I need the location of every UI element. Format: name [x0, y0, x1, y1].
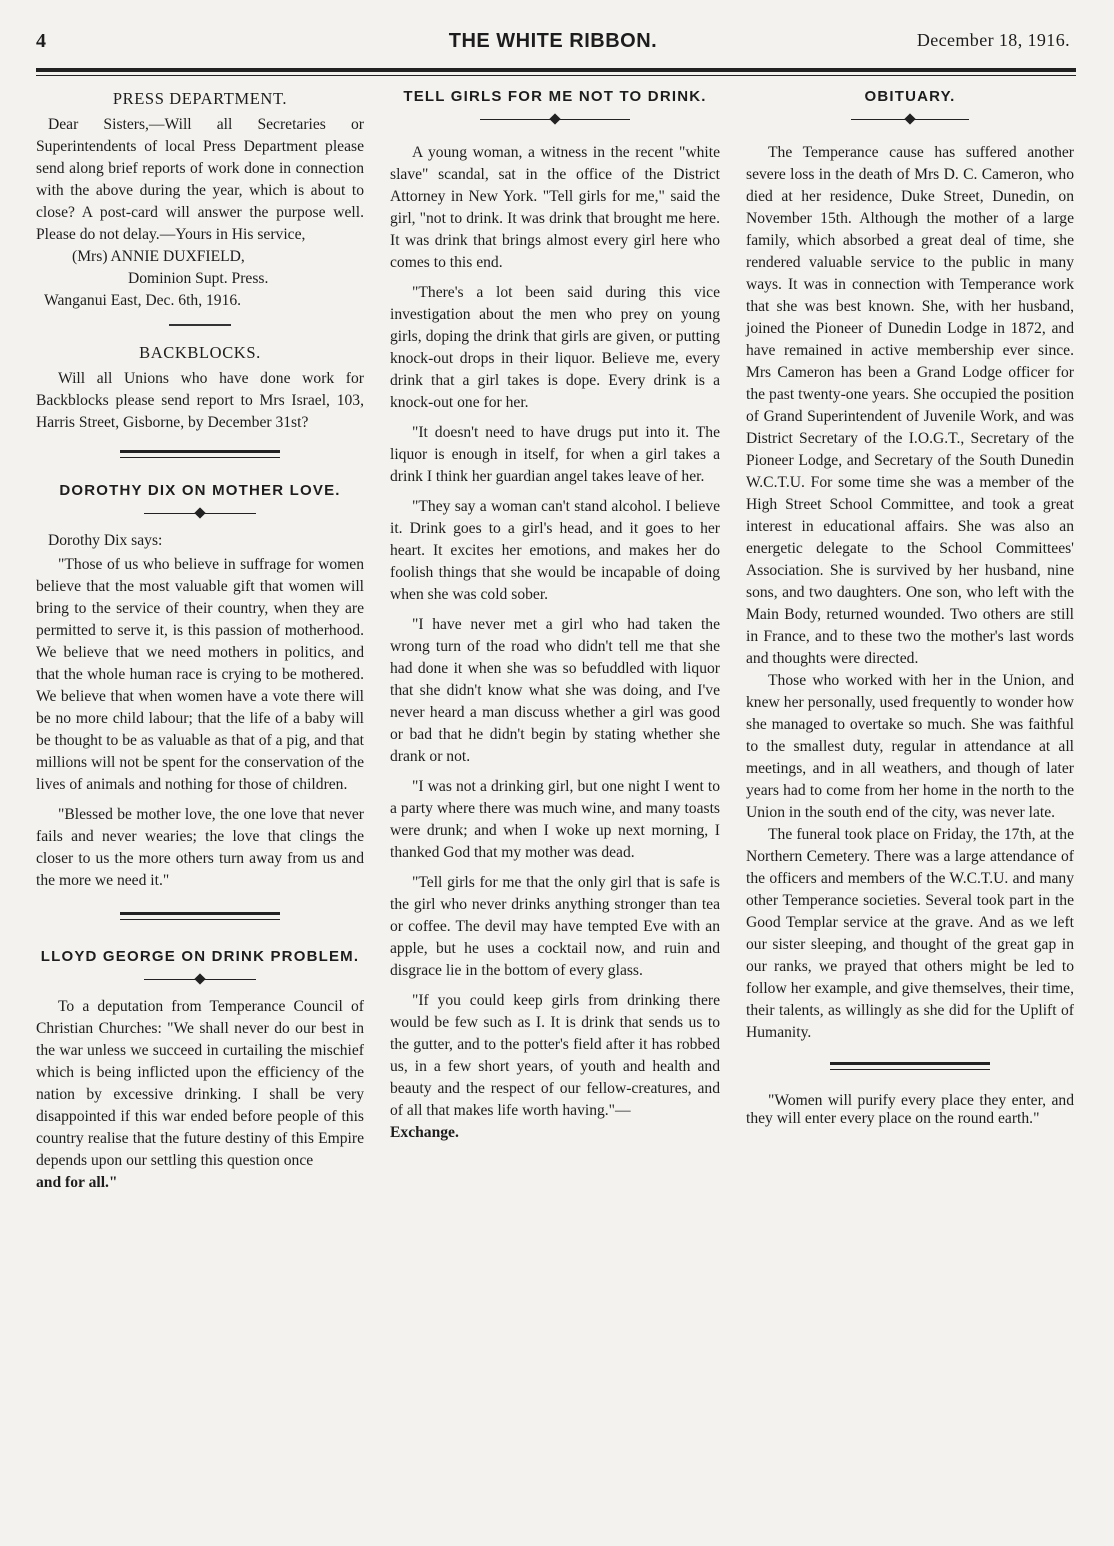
article-paragraph: "I was not a drinking girl, but one night I went to a party where there was much wine, and many toasts were drunk; and when I woke up next morning, I thanked God that my mother was dead. — [390, 778, 720, 861]
article-paragraph: "There's a lot been said during this vice investigation about the men who prey on young girls, doping the drink that girls are given, or putting knock-out drops in their liquor. Believe me, every drink that a girl takes is dope. Every drink is a knock-out one for her. — [390, 284, 720, 411]
lloyd-george-end: and for all." — [36, 1174, 118, 1191]
header-rule-thin — [36, 75, 1076, 76]
heading-ornament — [480, 114, 630, 126]
closing-quote-text: "Women will purify every place they enter, and they will enter every place on the round earth." — [746, 1092, 1074, 1127]
section-divider — [830, 1062, 990, 1070]
column-right — [746, 86, 1074, 1136]
article-paragraph: "It doesn't need to have drugs put into it. The liquor is enough in itself, for when a girl takes a drink I think her guardian angel takes leave of her. — [390, 424, 720, 485]
press-department-heading: PRESS DEPARTMENT. — [112, 89, 288, 108]
dorothy-dix-heading: DOROTHY DIX ON MOTHER LOVE. — [59, 482, 341, 499]
heading-ornament — [144, 508, 256, 520]
dorothy-dix-intro: Dorothy Dix says: — [48, 532, 163, 549]
backblocks-heading: BACKBLOCKS. — [139, 343, 261, 362]
header-rule-thick — [36, 68, 1076, 72]
press-signature — [36, 246, 364, 312]
article-paragraph: "If you could keep girls from drinking there would be few such as I. It is drink that sends us to the gutter, and to the potter's field after it has robbed us, in a few short years, of youth and health and beauty and the respect of our fellow-creatures, and of all that makes life worth having."— — [390, 992, 720, 1119]
page-header — [36, 30, 1070, 56]
article-paragraph: A young woman, a witness in the recent "white slave" scandal, sat in the office of the District Attorney in New York. "Tell girls for me," said the girl, "not to drink. It was drink that brought me here. It was drink that brings almost every girl here who comes to this end. — [390, 144, 720, 271]
article-paragraph: "I have never met a girl who had taken the wrong turn of the road who didn't tell me that she had done it when she was so befuddled with liquor that she didn't know what she was doing, and I've never heard a man discuss whether a girl was good or bad that he didn't begin by stating whether she drank or not. — [390, 616, 720, 765]
article-paragraph: "Tell girls for me that the only girl that is safe is the girl who never drinks anything stronger than tea or coffee. The devil may have tempted Eve with an apple, but he uses a cocktail now, and ruin and disgrace lie in the bottom of every glass. — [390, 874, 720, 979]
obituary-paragraph: The funeral took place on Friday, the 17th, at the Northern Cemetery. There was a large attendance of the officers and members of the W.C.T.U. and many other Temperance societies. Several took part in the Good Templar service at the grave. And as we left our sister sleeping, and thought of the great gap in our ranks, we prayed that others might be led to follow her example, and give themselves, their time, their talents, as willingly as she did for the Uplift of Humanity. — [746, 826, 1074, 1041]
heading-ornament — [851, 114, 969, 126]
signature-name: (Mrs) ANNIE DUXFIELD, — [72, 248, 245, 265]
tell-girls-heading: TELL GIRLS FOR ME NOT TO DRINK. — [403, 88, 707, 105]
obituary-paragraph: The Temperance cause has suffered another severe loss in the death of Mrs D. C. Cameron, who died at her residence, Duke Street, Dunedin, on November 15th. Although the mother of a large family, which absorbed a great deal of time, she rendered valuable service to the public in many ways. It was in connection with Temperance work that she was best known. She, with her husband, joined the Pioneer of Dunedin Lodge in 1872, and have remained in active membership ever since. Mrs Cameron has been a Grand Lodge officer for the past twenty-one years. She occupied the position of Grand Superintendent of Juvenile Work, and was District Secretary of the I.O.G.T., Secretary of the Pioneer Lodge, and Secretary of the South Dunedin W.C.T.U. For some time she was a member of the High Street School Committee, and took a great interest in educational affairs. She was also an energetic delegate to the School Committees' Association. She is survived by her husband, nine sons, and two daughters. One son, who left with the Main Body, returned wounded. Two others are still in France, and to these two the mother's last words and thoughts were directed. — [746, 144, 1074, 667]
column-left — [36, 86, 364, 1194]
obituary-paragraph: Those who worked with her in the Union, and knew her personally, used frequently to wonder how she managed to overtake so much. She was faithful to the smallest duty, regular in attendance at all meetings, and in all weathers, and though of later years had to come from her home in the north to the Union in the south end of the city, was never late. — [746, 672, 1074, 821]
press-department-body: Dear Sisters,—Will all Secretaries or Superintendents of local Press Department please send along brief reports of work done in connection with the above during the year, which is about to close? A post-card will answer the purpose well. Please do not delay.—Yours in His service, — [36, 116, 364, 243]
obituary-heading: OBITUARY. — [864, 88, 956, 105]
lloyd-george-heading: LLOYD GEORGE ON DRINK PROBLEM. — [40, 948, 360, 965]
heading-ornament — [144, 974, 256, 986]
closing-quote — [746, 1092, 1074, 1128]
section-divider — [120, 450, 280, 458]
signature-place: Wanganui East, Dec. 6th, 1916. — [44, 292, 242, 309]
page-number: 4 — [36, 30, 46, 52]
article-paragraph: "They say a woman can't stand alcohol. I believe it. Drink goes to a girl's head, and it goes to her heart. It excites her emotions, and makes her do foolish things that she would be incapable of doing when she was cold sober. — [390, 498, 720, 603]
lloyd-george-body: To a deputation from Temperance Council of Christian Churches: "We shall never do our best in the war unless we succeed in curtailing the mischief which is being inflicted upon the efficiency of the nation by excessive drinking. I shall be very disappointed if this war ended before people of this country realise that the future destiny of this Empire depends upon our settling this question once — [36, 998, 364, 1169]
issue-date: December 18, 1916. — [916, 30, 1070, 50]
dorothy-dix-paragraph: "Blessed be mother love, the one love that never fails and never wearies; the love that clings the closer to us the more others turn away from us and the more we need it." — [36, 806, 364, 889]
column-middle — [390, 86, 720, 1144]
backblocks-body: Will all Unions who have done work for Backblocks please send report to Mrs Israel, 103, Harris Street, Gisborne, by December 31st? — [36, 370, 364, 431]
signature-title: Dominion Supt. Press. — [128, 270, 269, 287]
masthead: THE WHITE RIBBON. — [448, 30, 658, 52]
article-source: Exchange. — [390, 1124, 459, 1141]
section-divider — [120, 912, 280, 920]
dorothy-dix-paragraph: "Those of us who believe in suffrage for women believe that the most valuable gift that women will bring to the service of their country, when they are permitted to serve it, is this passion of motherhood. We believe that we need mothers in politics, and that the whole human race is crying to be mothered. We believe that when women have a vote there will be no more child labour; that the life of a baby will be thought to be as valuable as that of a pig, and that millions will not be spent for the conservation of the lives of animals and nothing for those of children. — [36, 556, 364, 793]
section-divider — [169, 324, 231, 326]
